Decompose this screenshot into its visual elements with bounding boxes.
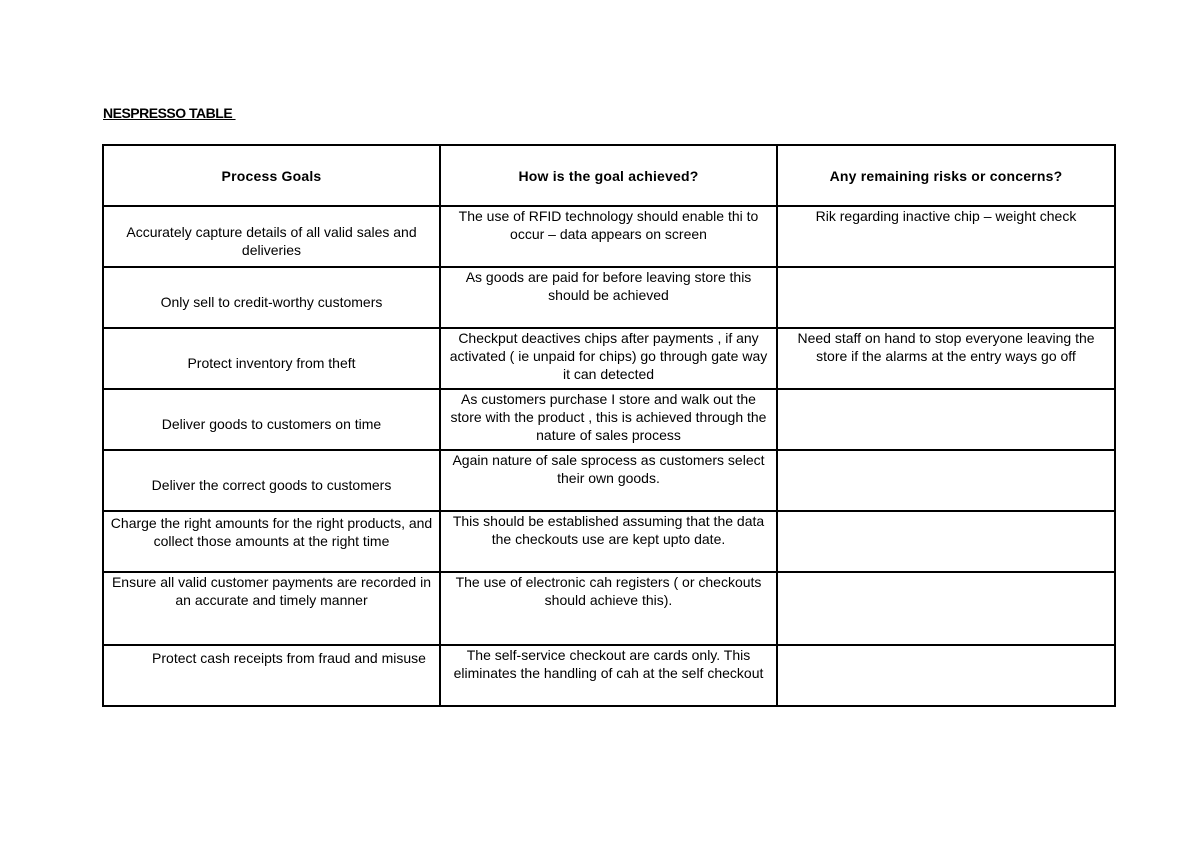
process-goal-cell: Accurately capture details of all valid sales and deliveries — [103, 206, 440, 267]
header-process-goals: Process Goals — [103, 145, 440, 206]
process-goal-cell: Protect inventory from theft — [103, 328, 440, 389]
risk-cell — [777, 511, 1115, 572]
process-goals-table — [102, 144, 1116, 707]
table-row — [103, 645, 1115, 706]
how-achieved-cell: This should be established assuming that the data the checkouts use are kept upto date. — [440, 511, 777, 572]
risk-cell: Need staff on hand to stop everyone leaving the store if the alarms at the entry ways go off — [777, 328, 1115, 389]
table-header-row — [103, 145, 1115, 206]
table-row — [103, 572, 1115, 645]
process-goal-cell: Deliver the correct goods to customers — [103, 450, 440, 511]
table-row — [103, 450, 1115, 511]
risk-cell — [777, 572, 1115, 645]
how-achieved-cell: As customers purchase I store and walk out the store with the product , this is achieved through the nature of sales process — [440, 389, 777, 450]
risk-cell: Rik regarding inactive chip – weight check — [777, 206, 1115, 267]
process-goal-cell: Only sell to credit-worthy customers — [103, 267, 440, 328]
header-how-achieved: How is the goal achieved? — [440, 145, 777, 206]
how-achieved-cell: The use of RFID technology should enable thi to occur – data appears on screen — [440, 206, 777, 267]
how-achieved-cell: The self-service checkout are cards only. This eliminates the handling of cah at the self checkout — [440, 645, 777, 706]
risk-cell — [777, 389, 1115, 450]
table-row — [103, 328, 1115, 389]
table-row — [103, 389, 1115, 450]
process-goal-cell: Charge the right amounts for the right products, and collect those amounts at the right time — [103, 511, 440, 572]
how-achieved-cell: Again nature of sale sprocess as customers select their own goods. — [440, 450, 777, 511]
document-title: NESPRESSO TABLE — [103, 105, 236, 121]
risk-cell — [777, 645, 1115, 706]
risk-cell — [777, 267, 1115, 328]
how-achieved-cell: As goods are paid for before leaving store this should be achieved — [440, 267, 777, 328]
header-remaining-risks: Any remaining risks or concerns? — [777, 145, 1115, 206]
table-row — [103, 267, 1115, 328]
process-goal-cell: Protect cash receipts from fraud and misuse — [103, 645, 440, 706]
process-goal-cell: Ensure all valid customer payments are recorded in an accurate and timely manner — [103, 572, 440, 645]
table-row — [103, 206, 1115, 267]
table-row — [103, 511, 1115, 572]
how-achieved-cell: Checkput deactives chips after payments , if any activated ( ie unpaid for chips) go through gate way it can detected — [440, 328, 777, 389]
process-goal-cell: Deliver goods to customers on time — [103, 389, 440, 450]
how-achieved-cell: The use of electronic cah registers ( or checkouts should achieve this). — [440, 572, 777, 645]
risk-cell — [777, 450, 1115, 511]
